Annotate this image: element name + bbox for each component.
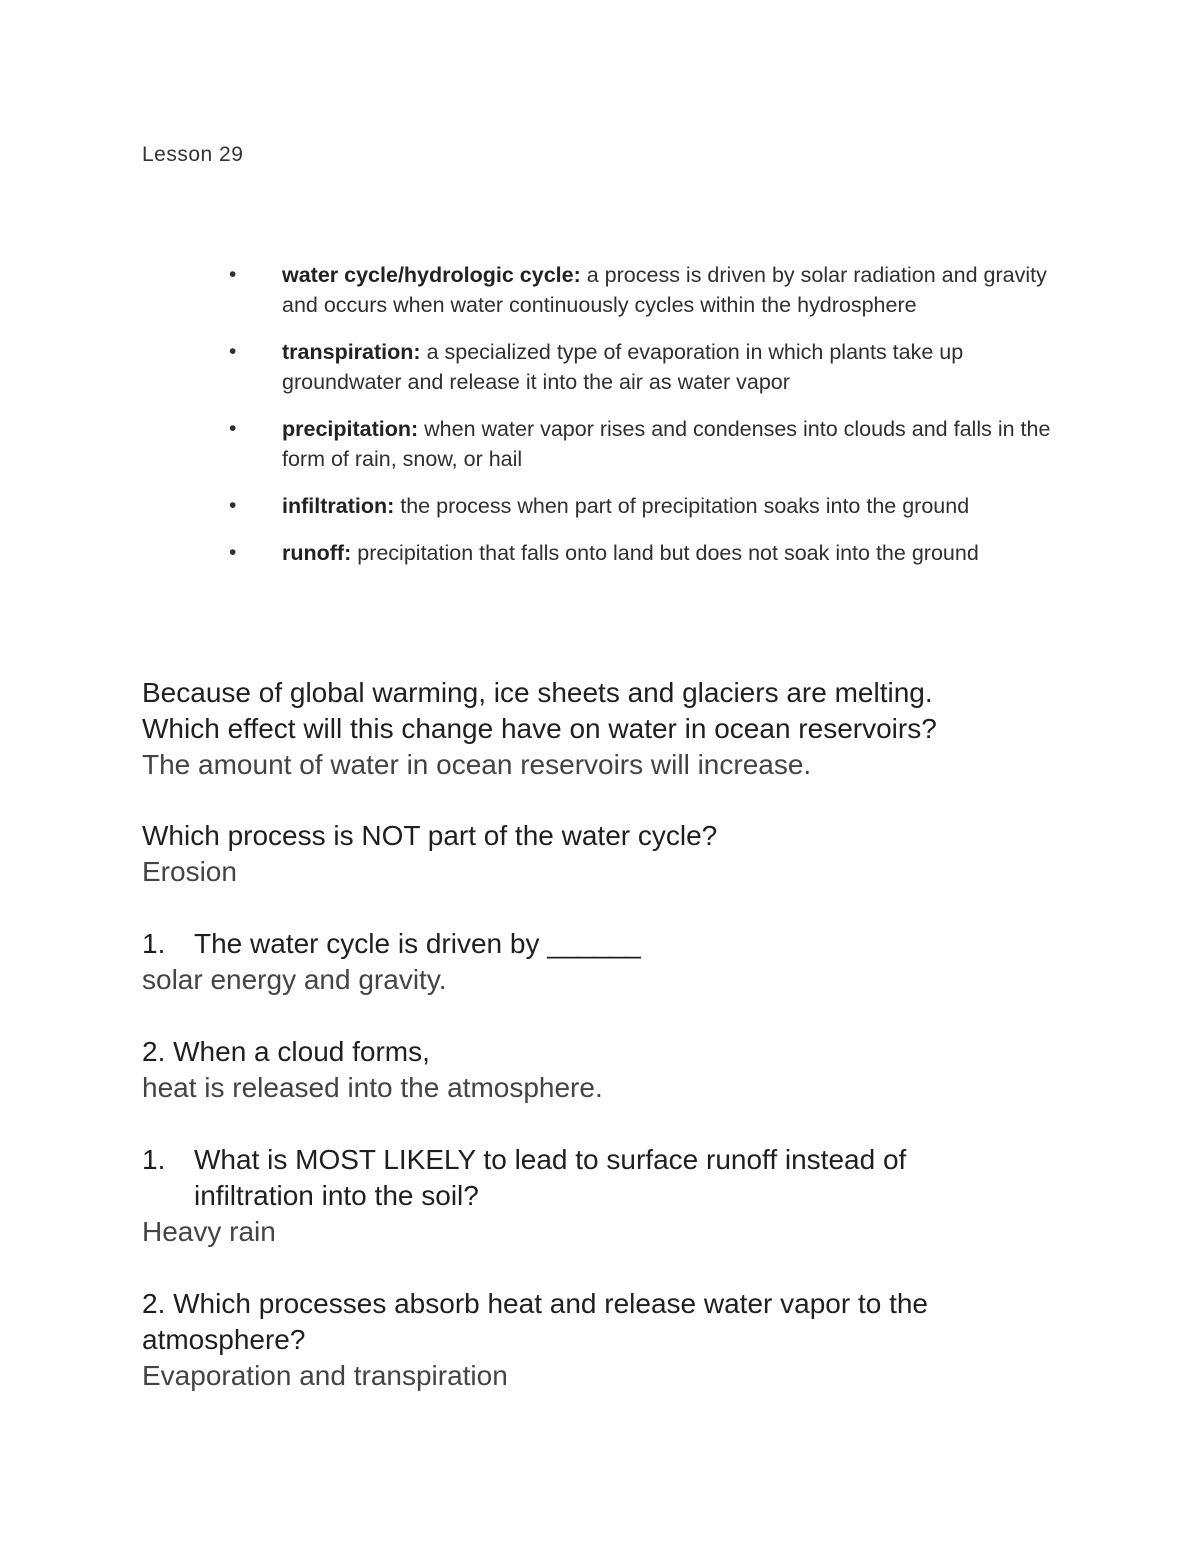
term-name: transpiration: — [282, 340, 421, 364]
question-block — [142, 926, 1102, 998]
answer-text: The amount of water in ocean reservoirs will increase. — [142, 749, 812, 780]
question-line: What is MOST LIKELY to lead to surface runoff instead of — [194, 1144, 907, 1175]
term-definition: precipitation that falls onto land but does not soak into the ground — [357, 541, 979, 565]
term-definition: when water vapor rises and condenses into clouds and falls in the form of rain, snow, or hail — [282, 417, 1051, 471]
vocabulary-item — [0, 491, 1200, 521]
vocabulary-item — [0, 337, 1200, 397]
answer-text: Heavy rain — [142, 1216, 276, 1247]
term-name: precipitation: — [282, 417, 419, 441]
question-block — [142, 818, 1102, 890]
answer-text: heat is released into the atmosphere. — [142, 1072, 603, 1103]
vocabulary-item — [0, 538, 1200, 568]
question-text — [142, 926, 1102, 962]
term-definition: the process when part of precipitation soaks into the ground — [400, 494, 970, 518]
vocabulary-item — [0, 260, 1200, 320]
question-number: 1. — [142, 928, 166, 959]
bullet-icon: • — [229, 494, 237, 517]
vocabulary-item — [0, 414, 1200, 474]
bullet-icon: • — [229, 417, 237, 440]
question-text: infiltration into the soil? — [194, 1180, 479, 1211]
question-block — [142, 1142, 1102, 1250]
answer-text: Erosion — [142, 856, 237, 887]
term-name: infiltration: — [282, 494, 395, 518]
bullet-icon: • — [229, 541, 237, 564]
question-block — [142, 1286, 1102, 1394]
question-text: 2. Which processes absorb heat and release water vapor to the — [142, 1288, 928, 1319]
question-text: Which process is NOT part of the water cycle? — [142, 820, 718, 851]
answer-text: solar energy and gravity. — [142, 964, 447, 995]
question-line: The water cycle is driven by ______ — [194, 928, 641, 959]
bullet-icon: • — [229, 340, 237, 363]
question-text: Because of global warming, ice sheets and glaciers are melting. — [142, 677, 933, 708]
term-name: water cycle/hydrologic cycle: — [282, 263, 581, 287]
question-block — [142, 1034, 1102, 1106]
question-text: atmosphere? — [142, 1324, 306, 1355]
vocabulary-list — [0, 260, 1200, 585]
question-block — [142, 675, 1102, 783]
term-name: runoff: — [282, 541, 352, 565]
question-text: 2. When a cloud forms, — [142, 1036, 430, 1067]
question-text — [142, 1142, 1102, 1178]
question-number: 1. — [142, 1144, 166, 1175]
bullet-icon: • — [229, 263, 237, 286]
question-text: Which effect will this change have on water in ocean reservoirs? — [142, 713, 937, 744]
term-definition: a process is driven by solar radiation and gravity and occurs when water continuously cycles within the hydrosphere — [282, 263, 1047, 317]
lesson-title: Lesson 29 — [142, 143, 244, 166]
answer-text: Evaporation and transpiration — [142, 1360, 508, 1391]
term-definition: a specialized type of evaporation in which plants take up groundwater and release it into the air as water vapor — [282, 340, 964, 394]
